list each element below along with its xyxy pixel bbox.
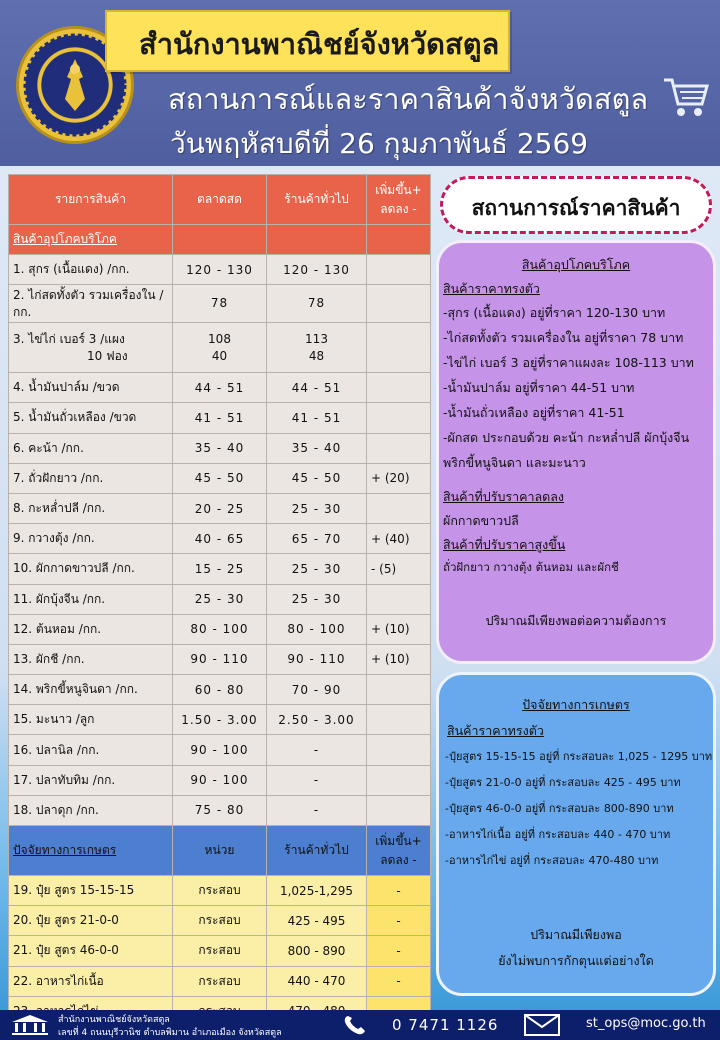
table-row — [9, 705, 431, 735]
section-consumer-row — [9, 225, 431, 255]
col-header-store: ร้านค้าทั่วไป — [267, 175, 367, 225]
footer-office-name: สำนักงานพาณิชย์จังหวัดสตูล — [58, 1015, 170, 1025]
market-price: 60 - 80 — [173, 675, 267, 705]
market-price: 90 - 100 — [173, 735, 267, 765]
item-name-line1: 2. ไก่สดทั้งตัว รวมเครื่องใน / — [13, 287, 164, 302]
agri-price-change: - — [367, 966, 431, 996]
situation-title-box — [440, 176, 712, 234]
price-change — [367, 675, 431, 705]
store-price: 25 - 30 — [267, 493, 367, 523]
store-price: 45 - 50 — [267, 463, 367, 493]
table-row — [9, 675, 431, 705]
agri-stable-heading: สินค้าราคาทรงตัว — [447, 723, 544, 738]
store-price-line2: 48 — [308, 348, 325, 363]
consumer-stable-line: -น้ำมันปาล์ม อยู่ที่ราคา 44-51 บาท — [443, 380, 635, 395]
item-name: 6. คะน้า /กก. — [9, 433, 173, 463]
market-price: 45 - 50 — [173, 463, 267, 493]
table-row — [9, 493, 431, 523]
price-change: + (10) — [367, 614, 431, 644]
agri-heading: ปัจจัยทางการเกษตร — [522, 697, 630, 712]
agri-unit: กระสอบ — [173, 876, 267, 906]
consumer-stable-line: -น้ำมันถั่วเหลือง อยู่ที่ราคา 41-51 — [443, 405, 625, 420]
table-row — [9, 906, 431, 936]
footer-address: เลขที่ 4 ถนนบุรีวานิช ตำบลพิมาน อำเภอเมือง จังหวัดสตูล — [58, 1028, 282, 1038]
store-price: 70 - 90 — [267, 675, 367, 705]
store-price: - — [267, 795, 367, 825]
shopping-cart-icon — [660, 70, 712, 122]
store-price: - — [267, 765, 367, 795]
item-name: 8. กะหล่ำปลี /กก. — [9, 493, 173, 523]
consumer-up-heading: สินค้าที่ปรับราคาสูงขึ้น — [443, 537, 566, 552]
table-row — [9, 554, 431, 584]
consumer-stable-line: -ผักสด ประกอบด้วย คะน้า กะหล่ำปลี ผักบุ้งจีน — [443, 430, 690, 445]
item-name — [9, 323, 173, 373]
table-row — [9, 966, 431, 996]
item-name: 16. ปลานิล /กก. — [9, 735, 173, 765]
store-price: 25 - 30 — [267, 554, 367, 584]
item-name: 9. กวางตุ้ง /กก. — [9, 524, 173, 554]
agri-price-change: - — [367, 876, 431, 906]
consumer-stable-line: -ไข่ไก่ เบอร์ 3 อยู่ที่ราคาแผงละ 108-113 บาท — [443, 355, 694, 370]
table-row — [9, 255, 431, 285]
phone-icon — [342, 1014, 370, 1036]
building-icon — [10, 1014, 50, 1036]
price-change: + (10) — [367, 644, 431, 674]
market-price: 40 - 65 — [173, 524, 267, 554]
consumer-stable-heading: สินค้าราคาทรงตัว — [443, 281, 540, 296]
item-name: 18. ปลาดุก /กก. — [9, 795, 173, 825]
page-subtitle: สถานการณ์และราคาสินค้าจังหวัดสตูล — [168, 82, 649, 116]
store-price: 35 - 40 — [267, 433, 367, 463]
price-change — [367, 795, 431, 825]
market-price: 75 - 80 — [173, 795, 267, 825]
market-price: 25 - 30 — [173, 584, 267, 614]
agri-line: -ปุ๋ยสูตร 15-15-15 อยู่ที่ กระสอบละ 1,025 - 1295 บาท — [445, 750, 713, 763]
agri-supply-note-1: ปริมาณมีเพียงพอ — [530, 927, 622, 942]
office-title-box — [105, 10, 510, 72]
agri-item-name: 20. ปุ๋ย สูตร 21-0-0 — [9, 906, 173, 936]
footer-phone[interactable]: 0 7471 1126 — [392, 1016, 499, 1034]
price-change — [367, 705, 431, 735]
item-name: 13. ผักชี /กก. — [9, 644, 173, 674]
store-price: 2.50 - 3.00 — [267, 705, 367, 735]
store-price: 90 - 110 — [267, 644, 367, 674]
col-header-change — [367, 175, 431, 225]
consumer-down-line: ผักกาดขาวปลี — [443, 513, 519, 528]
price-change — [367, 373, 431, 403]
table-row — [9, 876, 431, 906]
market-price: 44 - 51 — [173, 373, 267, 403]
section-agri-label: ปัจจัยทางการเกษตร — [9, 826, 173, 876]
item-name: 17. ปลาทับทิม /กก. — [9, 765, 173, 795]
consumer-stable-line: -ไก่สดทั้งตัว รวมเครื่องใน อยู่ที่ราคา 78 บาท — [443, 330, 684, 345]
market-price: 90 - 100 — [173, 765, 267, 795]
consumer-up-line: ถั่วฝักยาว กวางตุ้ง ต้นหอม และผักชี — [443, 560, 619, 574]
agri-summary-panel — [436, 672, 716, 996]
price-change — [367, 584, 431, 614]
store-price — [267, 323, 367, 373]
table-row — [9, 765, 431, 795]
market-price-line2: 40 — [211, 348, 228, 363]
price-change — [367, 285, 431, 323]
agri-item-name: 22. อาหารไก่เนื้อ — [9, 966, 173, 996]
table-row — [9, 735, 431, 765]
market-price: 78 — [173, 285, 267, 323]
agri-price-change: - — [367, 936, 431, 966]
agri-unit: กระสอบ — [173, 906, 267, 936]
item-name: 14. พริกขี้หนูจินดา /กก. — [9, 675, 173, 705]
change-up-label: เพิ่มขึ้น+ — [375, 182, 422, 197]
store-price: 25 - 30 — [267, 584, 367, 614]
store-price: 44 - 51 — [267, 373, 367, 403]
table-header-row — [9, 175, 431, 225]
price-change — [367, 765, 431, 795]
agri-store-price: 425 - 495 — [267, 906, 367, 936]
market-price: 80 - 100 — [173, 614, 267, 644]
store-price-line1: 113 — [305, 331, 328, 346]
col-header-market: ตลาดสด — [173, 175, 267, 225]
item-name: 11. ผักบุ้งจีน /กก. — [9, 584, 173, 614]
market-price: 1.50 - 3.00 — [173, 705, 267, 735]
col-header-change-agri — [367, 826, 431, 876]
office-title: สำนักงานพาณิชย์จังหวัดสตูล — [139, 27, 500, 61]
price-table-wrapper — [8, 174, 430, 996]
item-name: 12. ต้นหอม /กก. — [9, 614, 173, 644]
consumer-stable-line: พริกขี้หนูจินดา และมะนาว — [443, 455, 586, 470]
market-price — [173, 323, 267, 373]
item-name-line2: 10 ฟอง — [87, 348, 128, 363]
agri-line: -อาหารไก่เนื้อ อยู่ที่ กระสอบละ 440 - 470 บาท — [445, 828, 671, 841]
table-row — [9, 323, 431, 373]
agri-store-price: 440 - 470 — [267, 966, 367, 996]
table-row — [9, 614, 431, 644]
footer-email[interactable]: st_ops@moc.go.th — [586, 1016, 706, 1031]
table-row — [9, 524, 431, 554]
price-table — [8, 174, 431, 1027]
consumer-heading: สินค้าอุปโภคบริโภค — [521, 257, 631, 272]
table-row — [9, 285, 431, 323]
col-header-unit: หน่วย — [173, 826, 267, 876]
store-price: 120 - 130 — [267, 255, 367, 285]
price-change — [367, 323, 431, 373]
market-price: 41 - 51 — [173, 403, 267, 433]
price-change — [367, 735, 431, 765]
market-price: 35 - 40 — [173, 433, 267, 463]
col-header-store-agri: ร้านค้าทั่วไป — [267, 826, 367, 876]
agri-unit: กระสอบ — [173, 966, 267, 996]
market-price: 20 - 25 — [173, 493, 267, 523]
agri-item-name: 19. ปุ๋ย สูตร 15-15-15 — [9, 876, 173, 906]
agri-line: -ปุ๋ยสูตร 46-0-0 อยู่ที่ กระสอบละ 800-890 บาท — [445, 802, 674, 815]
table-row — [9, 584, 431, 614]
report-date: วันพฤหัสบดีที่ 26 กุมภาพันธ์ 2569 — [170, 127, 589, 160]
item-name: 7. ถั่วฝักยาว /กก. — [9, 463, 173, 493]
item-name: 5. น้ำมันถั่วเหลือง /ขวด — [9, 403, 173, 433]
consumer-stable-line: -สุกร (เนื้อแดง) อยู่ที่ราคา 120-130 บาท — [443, 305, 666, 320]
price-change — [367, 403, 431, 433]
table-row — [9, 403, 431, 433]
agri-item-name: 21. ปุ๋ย สูตร 46-0-0 — [9, 936, 173, 966]
price-change: + (20) — [367, 463, 431, 493]
consumer-supply-note: ปริมาณมีเพียงพอต่อความต้องการ — [485, 613, 667, 628]
table-row — [9, 463, 431, 493]
agri-header-row — [9, 826, 431, 876]
price-change — [367, 493, 431, 523]
col-header-item: รายการสินค้า — [9, 175, 173, 225]
price-change: + (40) — [367, 524, 431, 554]
store-price: 41 - 51 — [267, 403, 367, 433]
item-name: 15. มะนาว /ลูก — [9, 705, 173, 735]
table-row — [9, 644, 431, 674]
email-icon — [524, 1014, 560, 1036]
market-price: 120 - 130 — [173, 255, 267, 285]
change-down-label: ลดลง - — [380, 201, 417, 216]
store-price: 65 - 70 — [267, 524, 367, 554]
item-name-line1: 3. ไข่ไก่ เบอร์ 3 /แผง — [13, 331, 125, 346]
store-price: 78 — [267, 285, 367, 323]
agri-store-price: 1,025-1,295 — [267, 876, 367, 906]
consumer-down-heading: สินค้าที่ปรับราคาลดลง — [443, 489, 565, 504]
change-up-label: เพิ่มขึ้น+ — [375, 833, 422, 848]
consumer-summary-panel — [436, 240, 716, 664]
table-row — [9, 433, 431, 463]
agri-line: -ปุ๋ยสูตร 21-0-0 อยู่ที่ กระสอบละ 425 - 495 บาท — [445, 776, 681, 789]
agri-supply-note-2: ยังไม่พบการกักตุนแต่อย่างใด — [498, 953, 654, 968]
store-price: 80 - 100 — [267, 614, 367, 644]
price-change: - (5) — [367, 554, 431, 584]
item-name: 4. น้ำมันปาล์ม /ขวด — [9, 373, 173, 403]
table-row — [9, 373, 431, 403]
price-change — [367, 255, 431, 285]
market-price: 90 - 110 — [173, 644, 267, 674]
agri-price-change: - — [367, 906, 431, 936]
table-row — [9, 795, 431, 825]
change-down-label: ลดลง - — [380, 852, 417, 867]
item-name: 10. ผักกาดขาวปลี /กก. — [9, 554, 173, 584]
section-consumer-label: สินค้าอุปโภคบริโภค — [9, 225, 173, 255]
agri-unit: กระสอบ — [173, 936, 267, 966]
situation-title: สถานการณ์ราคาสินค้า — [471, 196, 681, 220]
item-name — [9, 285, 173, 323]
header — [0, 0, 720, 166]
agri-store-price: 800 - 890 — [267, 936, 367, 966]
market-price-line1: 108 — [208, 331, 231, 346]
item-name: 1. สุกร (เนื้อแดง) /กก. — [9, 255, 173, 285]
price-change — [367, 433, 431, 463]
agri-line: -อาหารไก่ไข่ อยู่ที่ กระสอบละ 470-480 บาท — [445, 854, 659, 867]
item-name-line2: กก. — [13, 304, 32, 319]
market-price: 15 - 25 — [173, 554, 267, 584]
store-price: - — [267, 735, 367, 765]
footer — [0, 1010, 720, 1040]
table-row — [9, 936, 431, 966]
